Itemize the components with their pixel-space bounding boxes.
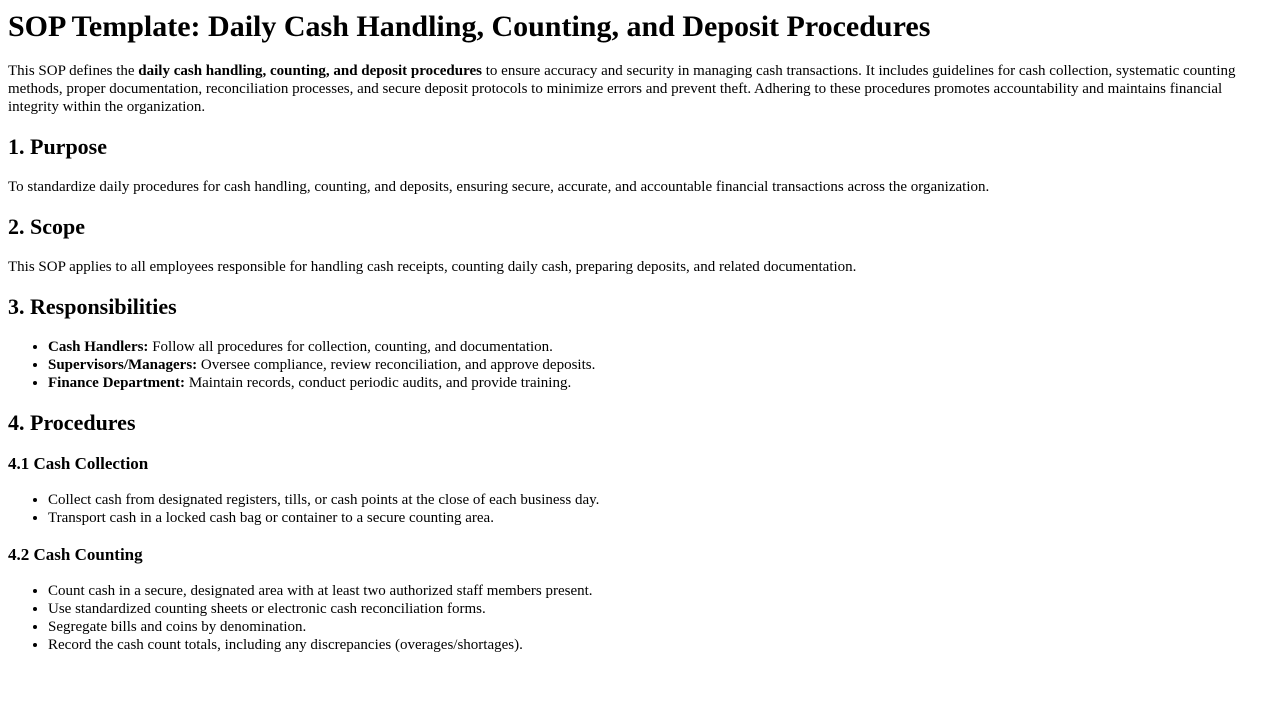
procedures-heading: 4. Procedures	[8, 410, 136, 435]
role-description: Oversee compliance, review reconciliation, and approve deposits.	[197, 357, 596, 373]
list-item: • Use standardized counting sheets or electronic cash reconciliation forms.	[48, 600, 1255, 618]
document	[0, 10, 1263, 654]
role-label: Cash Handlers:	[48, 339, 149, 355]
cash-collection-heading: 4.1 Cash Collection	[8, 454, 149, 473]
cash-counting-heading: 4.2 Cash Counting	[8, 545, 143, 564]
cash-collection-list	[8, 491, 1255, 527]
intro-paragraph	[8, 62, 1255, 116]
scope-text: This SOP applies to all employees responsible for handling cash receipts, counting daily cash, preparing deposits, and related documentation.	[8, 259, 857, 275]
scope-heading: 2. Scope	[8, 214, 85, 239]
role-label: Finance Department:	[48, 375, 186, 391]
intro-suffix: to ensure accuracy and security in managing cash transactions. It includes guidelines for cash collection, systematic counting methods, proper documentation, reconciliation processes, and secure deposit protocols to minimize errors and prevent theft. Adhering to these procedures promotes accountability and maintains financial integrity within the organization.	[8, 63, 1236, 115]
list-item	[48, 374, 1255, 392]
page-title: SOP Template: Daily Cash Handling, Counting, and Deposit Procedures	[8, 10, 931, 43]
role-description: Follow all procedures for collection, counting, and documentation.	[148, 339, 553, 355]
list-item: • Record the cash count totals, including any discrepancies (overages/shortages).	[48, 636, 1255, 654]
responsibilities-heading: 3. Responsibilities	[8, 294, 177, 319]
responsibilities-list	[8, 338, 1255, 392]
intro-prefix: This SOP defines the	[8, 63, 139, 79]
purpose-heading: 1. Purpose	[8, 134, 107, 159]
cash-counting-list	[8, 582, 1255, 654]
role-label: Supervisors/Managers:	[48, 357, 198, 373]
list-item: • Count cash in a secure, designated area with at least two authorized staff members present.	[48, 582, 1255, 600]
role-description: Maintain records, conduct periodic audits, and provide training.	[185, 375, 572, 391]
list-item: • Segregate bills and coins by denomination.	[48, 618, 1255, 636]
list-item: • Transport cash in a locked cash bag or container to a secure counting area.	[48, 509, 1255, 527]
intro-bold: daily cash handling, counting, and deposit procedures	[138, 63, 482, 79]
purpose-text: To standardize daily procedures for cash handling, counting, and deposits, ensuring secure, accurate, and accountable financial transactions across the organization.	[8, 179, 990, 195]
list-item	[48, 356, 1255, 374]
list-item: • Collect cash from designated registers, tills, or cash points at the close of each business day.	[48, 491, 1255, 509]
list-item	[48, 338, 1255, 356]
